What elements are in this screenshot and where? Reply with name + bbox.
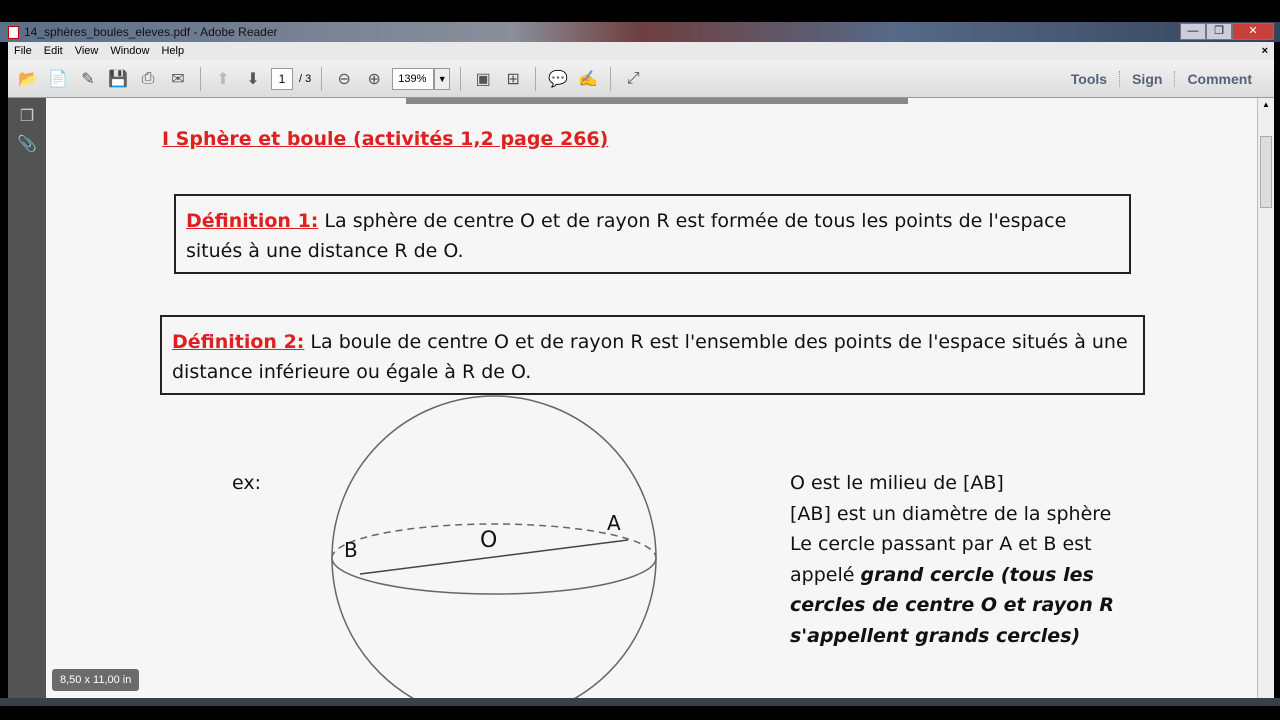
note-line: appelé [790, 563, 861, 586]
vertical-scrollbar[interactable] [1257, 98, 1274, 698]
page-number-input[interactable]: 1 [271, 68, 293, 90]
sign-button[interactable]: Sign [1119, 71, 1174, 87]
definition-1-text: La sphère de centre O et de rayon R est formée de tous les points de l'espace situés à une distance R de O. [186, 210, 1067, 262]
definition-2-text: La boule de centre O et de rayon R est l'ensemble des points de l'espace situés à une distance inférieure ou égale à R de O. [172, 331, 1128, 383]
comment-bubble-icon[interactable]: 💬 [548, 70, 569, 88]
highlight-icon[interactable]: ✍ [578, 70, 599, 88]
create-pdf-icon[interactable]: 📄 [48, 70, 68, 88]
page-size-indicator: 8,50 x 11,00 in [52, 669, 139, 691]
previous-page-icon[interactable]: ⬆ [216, 70, 230, 88]
pages-icon[interactable]: ❐ [19, 108, 35, 125]
comment-button[interactable]: Comment [1174, 71, 1264, 87]
scroll-up-icon[interactable]: ▲ [1262, 100, 1270, 109]
great-circle-note: grand cercle (tous les cercles de centre O et rayon R s'appellent grands cercles) [790, 563, 1115, 647]
taskbar [0, 698, 1280, 706]
definition-1-box [174, 194, 1131, 274]
menu-view[interactable]: View [74, 45, 99, 57]
point-B-label: B [344, 538, 358, 562]
tools-button[interactable]: Tools [1070, 71, 1108, 87]
print-icon[interactable]: ⎙ [141, 69, 155, 87]
page-total: / 3 [299, 72, 312, 85]
great-circle-front [332, 558, 656, 594]
note-line: O est le milieu de [AB] [790, 472, 1004, 494]
title-bar [0, 22, 1280, 42]
navigation-pane [8, 98, 46, 698]
menu-help[interactable]: Help [161, 45, 185, 57]
next-page-icon[interactable]: ⬇ [246, 70, 260, 88]
close-button[interactable]: ✕ [1232, 23, 1274, 40]
explanation-text [790, 468, 1140, 651]
window-title: 14_sphères_boules_eleves.pdf - Adobe Reader [24, 25, 278, 39]
zoom-input[interactable]: 139% [392, 68, 434, 90]
note-line: [AB] est un diamètre de la sphère [790, 502, 1112, 525]
zoom-in-icon[interactable]: ⊕ [367, 70, 381, 88]
definition-1-label: Définition 1: [186, 210, 319, 232]
fit-width-icon[interactable]: ⊞ [506, 70, 520, 88]
fit-page-icon[interactable]: ▣ [475, 70, 491, 88]
close-document-button[interactable]: × [1261, 45, 1268, 57]
definition-2-box [160, 315, 1145, 395]
note-line: Le cercle passant par A et B est [790, 533, 1092, 555]
attachments-icon[interactable]: 📎 [17, 136, 37, 153]
definition-2-label: Définition 2: [172, 331, 305, 353]
edit-icon[interactable]: ✎ [81, 70, 95, 88]
pdf-icon [8, 26, 19, 39]
scroll-thumb[interactable] [1260, 136, 1272, 208]
document-page [46, 98, 1257, 698]
fullscreen-icon[interactable]: ⤢ [626, 69, 640, 87]
menu-edit[interactable]: Edit [43, 45, 63, 57]
menu-file[interactable]: File [14, 45, 32, 57]
section-heading: I Sphère et boule (activités 1,2 page 266) [162, 128, 609, 150]
restore-button[interactable]: ❐ [1206, 23, 1232, 40]
menu-bar [8, 42, 1274, 60]
zoom-dropdown-icon[interactable]: ▼ [434, 68, 450, 90]
example-label: ex: [232, 472, 262, 494]
point-A-label: A [607, 511, 621, 535]
zoom-out-icon[interactable]: ⊖ [337, 70, 351, 88]
point-O-label: O [480, 528, 498, 553]
email-icon[interactable]: ✉ [171, 70, 185, 88]
toolbar [8, 60, 1274, 98]
save-icon[interactable]: 💾 [108, 70, 128, 88]
minimize-button[interactable]: — [1180, 23, 1206, 40]
menu-window[interactable]: Window [110, 45, 150, 57]
open-icon[interactable]: 📂 [18, 70, 38, 88]
